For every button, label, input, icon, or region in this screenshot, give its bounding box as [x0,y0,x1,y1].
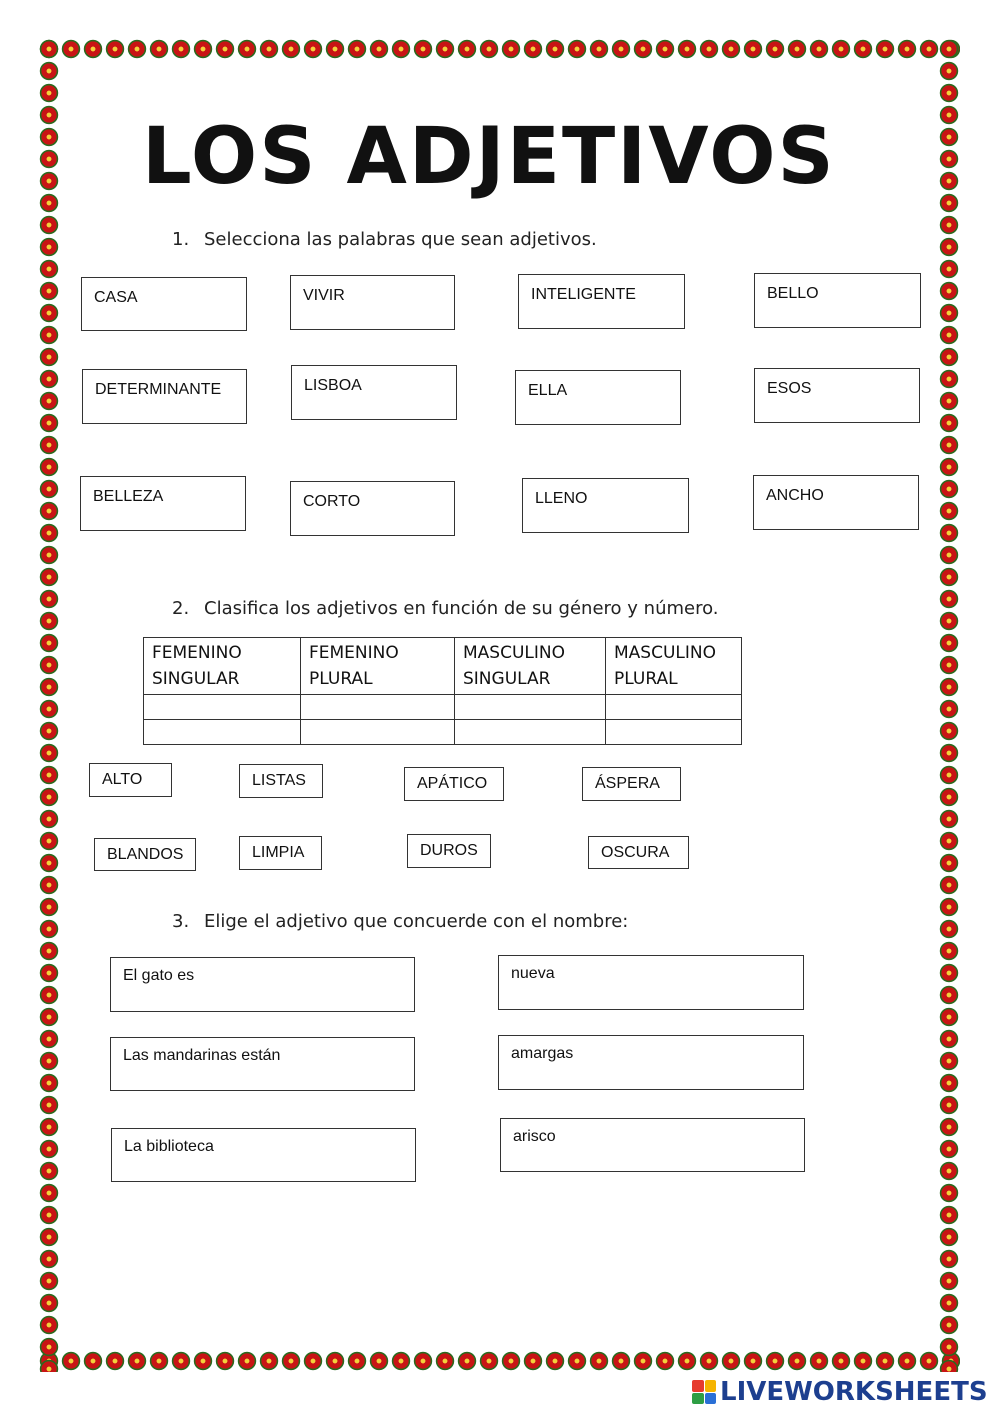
flower-border-top [38,38,960,60]
instruction-1 [172,229,597,250]
logo-text: LIVEWORKSHEETS [720,1377,988,1407]
instruction-2-text: Clasifica los adjetivos en función de su género y número. [204,598,719,619]
logo-mark-icon [692,1380,716,1404]
table-row [144,720,742,745]
drop-cell[interactable] [455,695,606,720]
drop-cell[interactable] [301,695,455,720]
word-option-corto[interactable]: CORTO [290,481,455,536]
noun-la-biblioteca[interactable]: La biblioteca [111,1128,416,1182]
header-femenino-plural: FEMENINO PLURAL [301,638,455,695]
table-header-row [144,638,742,695]
header-masculino-plural: MASCULINO PLURAL [606,638,742,695]
flower-border-left [38,38,60,1372]
drop-cell[interactable] [301,720,455,745]
drag-word-alto[interactable]: ALTO [89,763,172,797]
word-option-vivir[interactable]: VIVIR [290,275,455,330]
drop-cell[interactable] [606,720,742,745]
instruction-1-text: Selecciona las palabras que sean adjetivos. [204,229,597,250]
drag-word-aspera[interactable]: ÁSPERA [582,767,681,801]
word-option-lisboa[interactable]: LISBOA [291,365,457,420]
word-option-esos[interactable]: ESOS [754,368,920,423]
word-option-casa[interactable]: CASA [81,277,247,331]
adjective-arisco[interactable]: arisco [500,1118,805,1172]
liveworksheets-logo [692,1377,988,1407]
word-option-ella[interactable]: ELLA [515,370,681,425]
drop-cell[interactable] [144,695,301,720]
instruction-3-number: 3. [172,911,190,932]
instruction-1-number: 1. [172,229,190,250]
noun-las-mandarinas[interactable]: Las mandarinas están [110,1037,415,1091]
drop-cell[interactable] [606,695,742,720]
instruction-3-text: Elige el adjetivo que concuerde con el nombre: [204,911,629,932]
instruction-2 [172,598,719,619]
drag-word-listas[interactable]: LISTAS [239,764,323,798]
flower-border-bottom [38,1350,960,1372]
word-option-belleza[interactable]: BELLEZA [80,476,246,531]
table-row [144,695,742,720]
page-title: LOS ADJETIVOS [142,112,836,202]
drag-word-duros[interactable]: DUROS [407,834,491,868]
header-femenino-singular: FEMENINO SINGULAR [144,638,301,695]
drag-word-blandos[interactable]: BLANDOS [94,838,196,871]
drop-cell[interactable] [144,720,301,745]
word-option-bello[interactable]: BELLO [754,273,921,328]
instruction-2-number: 2. [172,598,190,619]
classification-table [143,637,742,745]
drag-word-oscura[interactable]: OSCURA [588,836,689,869]
word-option-ancho[interactable]: ANCHO [753,475,919,530]
word-option-inteligente[interactable]: INTELIGENTE [518,274,685,329]
header-masculino-singular: MASCULINO SINGULAR [455,638,606,695]
adjective-nueva[interactable]: nueva [498,955,804,1010]
drop-cell[interactable] [455,720,606,745]
instruction-3 [172,911,628,932]
adjective-amargas[interactable]: amargas [498,1035,804,1090]
flower-border-right [938,38,960,1372]
drag-word-limpia[interactable]: LIMPIA [239,836,322,870]
noun-el-gato[interactable]: El gato es [110,957,415,1012]
drag-word-apatico[interactable]: APÁTICO [404,767,504,801]
word-option-determinante[interactable]: DETERMINANTE [82,369,247,424]
word-option-lleno[interactable]: LLENO [522,478,689,533]
